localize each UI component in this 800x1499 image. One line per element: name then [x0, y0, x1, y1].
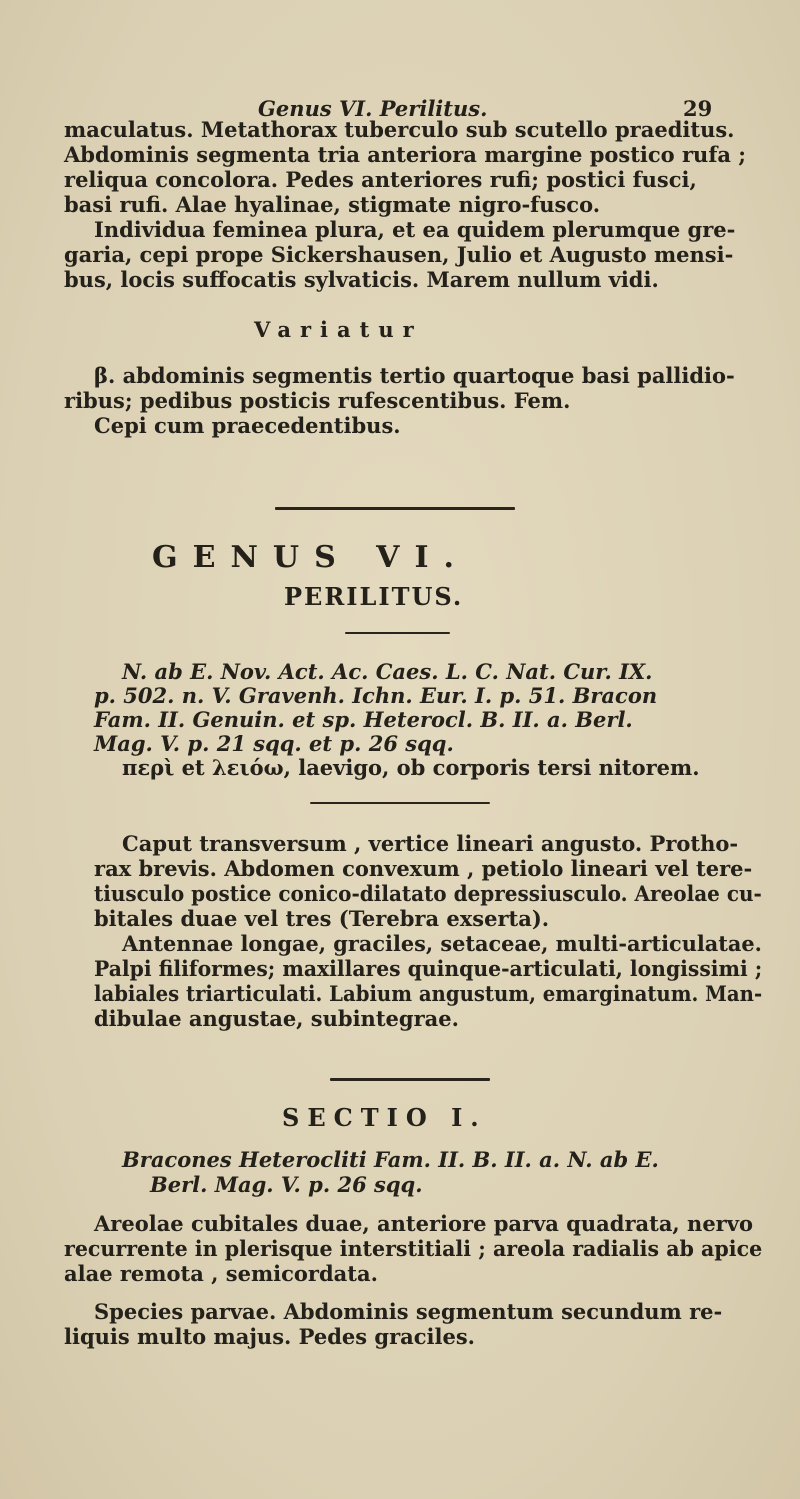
- short-rule: [310, 802, 490, 804]
- section-rule: [275, 507, 515, 510]
- text-line: περὶ et λειόω, laevigo, ob corporis tersi nitorem.: [122, 755, 700, 780]
- variatur-heading: Variatur: [254, 317, 423, 342]
- sectio-heading: SECTIO I.: [282, 1103, 487, 1132]
- text-line: Mag. V. p. 21 sqq. et p. 26 sqq.: [94, 731, 454, 756]
- text-line: Abdominis segmenta tria anteriora margine postico rufa ;: [64, 142, 747, 167]
- running-head: Genus VI. Perilitus.: [258, 96, 488, 121]
- page-number: 29: [683, 96, 713, 121]
- genus-heading: GENUS VI.: [152, 540, 469, 575]
- text-line: tiusculo postice conico-dilatato depressiusculo. Areolae cu-: [94, 881, 762, 906]
- text-line: bitales duae vel tres (Terebra exserta).: [94, 906, 550, 931]
- text-line: recurrente in plerisque interstitiali ; areola radialis ab apice: [64, 1236, 763, 1261]
- text-line: bus, locis suffocatis sylvaticis. Marem nullum vidi.: [64, 267, 659, 292]
- short-rule: [345, 632, 450, 634]
- text-line: Berl. Mag. V. p. 26 sqq.: [150, 1172, 423, 1197]
- text-line: garia, cepi prope Sickershausen, Julio et Augusto mensi-: [64, 242, 734, 267]
- text-line: p. 502. n. V. Gravenh. Ichn. Eur. I. p. 51. Bracon: [94, 683, 658, 708]
- text-line: labiales triarticulati. Labium angustum, emarginatum. Man-: [94, 981, 763, 1006]
- text-line: maculatus. Metathorax tuberculo sub scutello praeditus.: [64, 117, 735, 142]
- text-line: alae remota , semicordata.: [64, 1261, 378, 1286]
- text-line: Palpi filiformes; maxillares quinque-articulati, longissimi ;: [94, 956, 763, 981]
- text-line: basi rufi. Alae hyalinae, stigmate nigro-fusco.: [64, 192, 601, 217]
- text-line: liquis multo majus. Pedes graciles.: [64, 1324, 475, 1349]
- text-line: rax brevis. Abdomen convexum , petiolo lineari vel tere-: [94, 856, 753, 881]
- text-line: Fam. II. Genuin. et sp. Heterocl. B. II. a. Berl.: [94, 707, 633, 732]
- text-line: dibulae angustae, subintegrae.: [94, 1006, 459, 1031]
- genus-name: PERILITUS.: [284, 582, 464, 611]
- text-line: Caput transversum , vertice lineari angusto. Protho-: [122, 831, 739, 856]
- text-line: Individua feminea plura, et ea quidem plerumque gre-: [94, 217, 736, 242]
- text-line: Cepi cum praecedentibus.: [94, 413, 401, 438]
- text-line: Antennae longae, graciles, setaceae, multi-articulatae.: [122, 931, 762, 956]
- text-line: ribus; pedibus posticis rufescentibus. Fem.: [64, 388, 571, 413]
- text-line: Areolae cubitales duae, anteriore parva quadrata, nervo: [94, 1211, 753, 1236]
- text-line: Species parvae. Abdominis segmentum secundum re-: [94, 1299, 723, 1324]
- text-line: N. ab E. Nov. Act. Ac. Caes. L. C. Nat. Cur. IX.: [122, 659, 653, 684]
- section-rule: [330, 1078, 490, 1081]
- text-line: reliqua concolora. Pedes anteriores rufi; postici fusci,: [64, 167, 697, 192]
- text-line: Bracones Heterocliti Fam. II. B. II. a. N. ab E.: [122, 1147, 659, 1172]
- text-line: β. abdominis segmentis tertio quartoque basi pallidio-: [94, 363, 735, 388]
